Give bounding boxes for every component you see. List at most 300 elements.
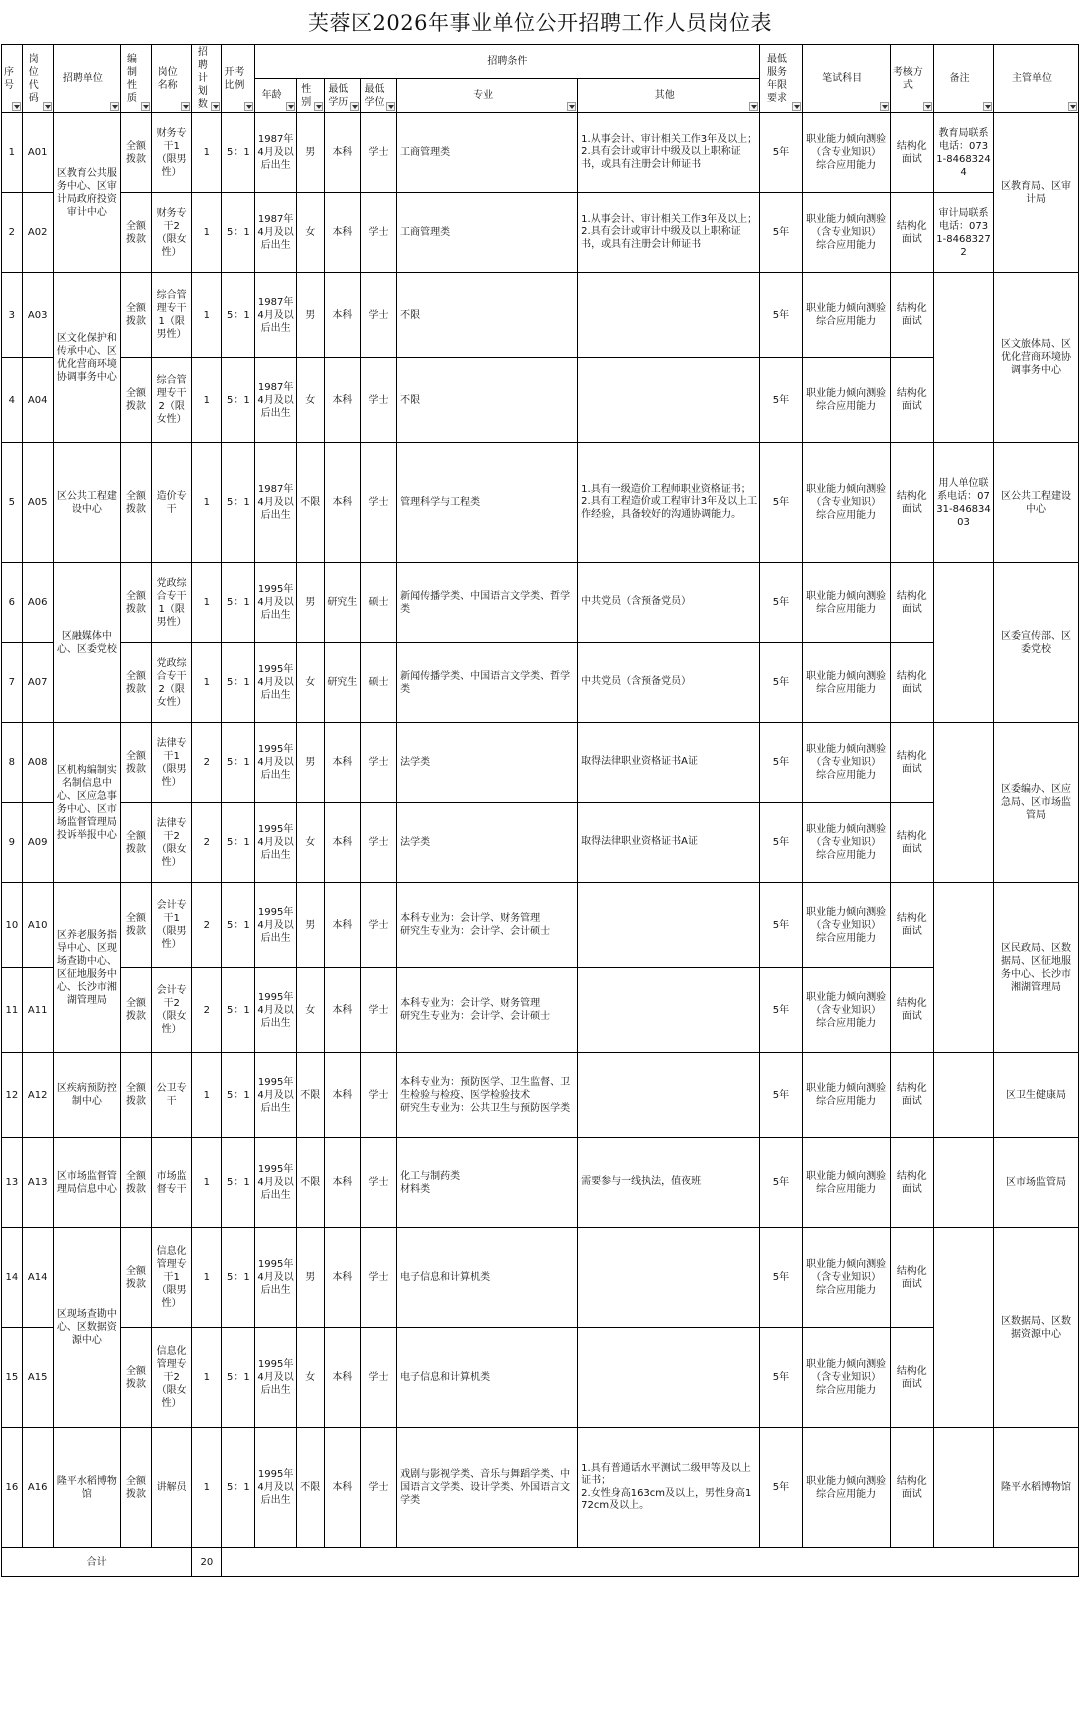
authority-cell: 区教育局、区审计局: [994, 113, 1079, 273]
code-cell: A14: [22, 1228, 53, 1328]
service-cell: 5年: [760, 1053, 802, 1138]
major-cell: 电子信息和计算机类: [397, 1228, 578, 1328]
age-cell: 1987年4月及以后出生: [255, 193, 296, 273]
service-cell: 5年: [760, 193, 802, 273]
position-cell: 财务专干2（限女性）: [151, 193, 191, 273]
other-cell: 1.具有一级造价工程师职业资格证书； 2.具有工程造价或工程审计3年及以上工作经验，具备较好的沟通协调能力。: [578, 443, 760, 563]
education-cell: 本科: [324, 968, 360, 1053]
age-cell: 1987年4月及以后出生: [255, 358, 296, 443]
table-row: [2, 723, 1079, 803]
service-cell: 5年: [760, 1428, 802, 1548]
remark-cell: 教育局联系电话：0731-84683244: [934, 113, 994, 193]
service-cell: 5年: [760, 563, 802, 643]
plan-cell: 2: [192, 803, 222, 883]
table-row: [2, 1328, 1079, 1428]
education-cell: 本科: [324, 1428, 360, 1548]
header-age: 年龄: [255, 79, 296, 113]
header-other: 其他: [578, 79, 760, 113]
unit-cell: 区教育公共服务中心、区审计局政府投资审计中心: [53, 113, 120, 273]
service-cell: 5年: [760, 1328, 802, 1428]
degree-cell: 学士: [360, 1053, 396, 1138]
education-cell: 本科: [324, 113, 360, 193]
age-cell: 1995年4月及以后出生: [255, 1328, 296, 1428]
header-education: 最低学历: [324, 79, 360, 113]
header-ratio: 开考比例: [222, 45, 255, 113]
code-cell: A09: [22, 803, 53, 883]
unit-cell: 区公共工程建设中心: [53, 443, 120, 563]
remark-cell: [934, 723, 994, 883]
education-cell: 本科: [324, 193, 360, 273]
ratio-cell: 5：1: [222, 1053, 255, 1138]
authority-cell: 区市场监管局: [994, 1138, 1079, 1228]
education-cell: 本科: [324, 358, 360, 443]
table-row: [2, 1138, 1079, 1228]
remark-cell: [934, 273, 994, 443]
ratio-cell: 5：1: [222, 358, 255, 443]
gender-cell: 女: [296, 643, 324, 723]
filter-dropdown-icon[interactable]: [350, 102, 359, 111]
other-cell: [578, 358, 760, 443]
gender-cell: 女: [296, 358, 324, 443]
header-major: 专业: [397, 79, 578, 113]
header-exam: 笔试科目: [802, 45, 890, 113]
major-cell: 本科专业为：预防医学、卫生监督、卫生检验与检疫、医学检验技术 研究生专业为：公共卫生与预防医学类: [397, 1053, 578, 1138]
header-position: 岗位名称: [151, 45, 191, 113]
other-cell: 中共党员（含预备党员）: [578, 643, 760, 723]
gender-cell: 男: [296, 723, 324, 803]
filter-dropdown-icon[interactable]: [43, 102, 52, 111]
assess-cell: 结构化面试: [890, 1138, 933, 1228]
exam-cell: 职业能力倾向测验 综合应用能力: [802, 643, 890, 723]
nature-cell: 全额拨款: [120, 113, 151, 193]
age-cell: 1995年4月及以后出生: [255, 803, 296, 883]
unit-cell: 区现场查勘中心、区数据资源中心: [53, 1228, 120, 1428]
degree-cell: 学士: [360, 723, 396, 803]
education-cell: 研究生: [324, 563, 360, 643]
filter-dropdown-icon[interactable]: [792, 102, 801, 111]
assess-cell: 结构化面试: [890, 968, 933, 1053]
education-cell: 本科: [324, 443, 360, 563]
exam-cell: 职业能力倾向测验（含专业知识） 综合应用能力: [802, 1228, 890, 1328]
nature-cell: 全额拨款: [120, 1053, 151, 1138]
position-cell: 会计专干1（限男性）: [151, 883, 191, 968]
ratio-cell: 5：1: [222, 643, 255, 723]
education-cell: 本科: [324, 1228, 360, 1328]
service-cell: 5年: [760, 273, 802, 358]
table-row: [2, 193, 1079, 273]
ratio-cell: 5：1: [222, 273, 255, 358]
exam-cell: 职业能力倾向测验 综合应用能力: [802, 1428, 890, 1548]
unit-cell: 区融媒体中心、区委党校: [53, 563, 120, 723]
header-seq: 序号: [2, 45, 23, 113]
filter-dropdown-icon[interactable]: [286, 102, 295, 111]
other-cell: 1.从事会计、审计相关工作3年及以上； 2.具有会计或审计中级及以上职称证书，或具有注册会计师证书: [578, 193, 760, 273]
assess-cell: 结构化面试: [890, 643, 933, 723]
seq-cell: 10: [2, 883, 23, 968]
unit-cell: 隆平水稻博物馆: [53, 1428, 120, 1548]
table-row: [2, 883, 1079, 968]
header-plan: 招聘计划数: [192, 45, 222, 113]
degree-cell: 学士: [360, 883, 396, 968]
degree-cell: 学士: [360, 1428, 396, 1548]
nature-cell: 全额拨款: [120, 1228, 151, 1328]
code-cell: A03: [22, 273, 53, 358]
code-cell: A15: [22, 1328, 53, 1428]
exam-cell: 职业能力倾向测验（含专业知识） 综合应用能力: [802, 883, 890, 968]
remark-cell: [934, 1428, 994, 1548]
seq-cell: 3: [2, 273, 23, 358]
major-cell: 工商管理类: [397, 193, 578, 273]
major-cell: 新闻传播学类、中国语言文学类、哲学类: [397, 643, 578, 723]
gender-cell: 女: [296, 193, 324, 273]
major-cell: 戏剧与影视学类、音乐与舞蹈学类、中国语言文学类、设计学类、外国语言文学类: [397, 1428, 578, 1548]
other-cell: [578, 273, 760, 358]
degree-cell: 学士: [360, 1228, 396, 1328]
unit-cell: 区疾病预防控制中心: [53, 1053, 120, 1138]
nature-cell: 全额拨款: [120, 273, 151, 358]
plan-cell: 1: [192, 1328, 222, 1428]
filter-dropdown-icon[interactable]: [749, 102, 758, 111]
other-cell: [578, 1228, 760, 1328]
other-cell: 中共党员（含预备党员）: [578, 563, 760, 643]
degree-cell: 学士: [360, 968, 396, 1053]
other-cell: [578, 883, 760, 968]
table-row: [2, 1428, 1079, 1548]
gender-cell: 男: [296, 1228, 324, 1328]
header-code: 岗位代码: [22, 45, 53, 113]
ratio-cell: 5：1: [222, 1138, 255, 1228]
position-cell: 法律专干2（限女性）: [151, 803, 191, 883]
education-cell: 本科: [324, 803, 360, 883]
ratio-cell: 5：1: [222, 1228, 255, 1328]
nature-cell: 全额拨款: [120, 193, 151, 273]
code-cell: A01: [22, 113, 53, 193]
code-cell: A11: [22, 968, 53, 1053]
plan-cell: 1: [192, 1428, 222, 1548]
position-cell: 会计专干2（限女性）: [151, 968, 191, 1053]
exam-cell: 职业能力倾向测验（含专业知识） 综合应用能力: [802, 723, 890, 803]
assess-cell: 结构化面试: [890, 1428, 933, 1548]
header-assess: 考核方式: [890, 45, 933, 113]
remark-cell: [934, 563, 994, 723]
plan-cell: 1: [192, 1053, 222, 1138]
nature-cell: 全额拨款: [120, 883, 151, 968]
exam-cell: 职业能力倾向测验 综合应用能力: [802, 1138, 890, 1228]
seq-cell: 4: [2, 358, 23, 443]
gender-cell: 不限: [296, 1428, 324, 1548]
authority-cell: 区数据局、区数据资源中心: [994, 1228, 1079, 1428]
remark-cell: 用人单位联系电话：0731-84683403: [934, 443, 994, 563]
plan-cell: 1: [192, 273, 222, 358]
unit-cell: 区养老服务指导中心、区现场查勘中心、区征地服务中心、长沙市湘湖管理局: [53, 883, 120, 1053]
total-label: 合计: [2, 1548, 192, 1577]
code-cell: A13: [22, 1138, 53, 1228]
gender-cell: 女: [296, 968, 324, 1053]
remark-cell: [934, 1053, 994, 1138]
filter-dropdown-icon[interactable]: [244, 102, 253, 111]
ratio-cell: 5：1: [222, 193, 255, 273]
header-authority: 主管单位: [994, 45, 1079, 113]
assess-cell: 结构化面试: [890, 273, 933, 358]
age-cell: 1995年4月及以后出生: [255, 563, 296, 643]
table-row: [2, 563, 1079, 643]
filter-dropdown-icon[interactable]: [141, 102, 150, 111]
authority-cell: 区卫生健康局: [994, 1053, 1079, 1138]
nature-cell: 全额拨款: [120, 968, 151, 1053]
total-value: 20: [192, 1548, 222, 1577]
plan-cell: 1: [192, 643, 222, 723]
major-cell: 法学类: [397, 803, 578, 883]
exam-cell: 职业能力倾向测验 综合应用能力: [802, 1053, 890, 1138]
code-cell: A02: [22, 193, 53, 273]
code-cell: A12: [22, 1053, 53, 1138]
exam-cell: 职业能力倾向测验（含专业知识） 综合应用能力: [802, 443, 890, 563]
table-row: [2, 1228, 1079, 1328]
position-cell: 信息化管理专干1（限男性）: [151, 1228, 191, 1328]
assess-cell: 结构化面试: [890, 1228, 933, 1328]
major-cell: 本科专业为：会计学、财务管理 研究生专业为：会计学、会计硕士: [397, 883, 578, 968]
remark-cell: [934, 1138, 994, 1228]
filter-dropdown-icon[interactable]: [181, 102, 190, 111]
unit-cell: 区市场监督管理局信息中心: [53, 1138, 120, 1228]
service-cell: 5年: [760, 443, 802, 563]
position-cell: 财务专干1（限男性）: [151, 113, 191, 193]
age-cell: 1995年4月及以后出生: [255, 968, 296, 1053]
major-cell: 法学类: [397, 723, 578, 803]
filter-dropdown-icon[interactable]: [12, 102, 21, 111]
position-cell: 党政综合专干1（限男性）: [151, 563, 191, 643]
seq-cell: 11: [2, 968, 23, 1053]
position-cell: 党政综合专干2（限女性）: [151, 643, 191, 723]
header-unit: 招聘单位: [53, 45, 120, 113]
plan-cell: 1: [192, 113, 222, 193]
assess-cell: 结构化面试: [890, 563, 933, 643]
filter-dropdown-icon[interactable]: [983, 102, 992, 111]
header-gender: 性别: [296, 79, 324, 113]
degree-cell: 学士: [360, 803, 396, 883]
unit-cell: 区机构编制实名制信息中心、区应急事务中心、区市场监督管理局投诉举报中心: [53, 723, 120, 883]
header-service: 最低服务年限要求: [760, 45, 802, 113]
seq-cell: 8: [2, 723, 23, 803]
service-cell: 5年: [760, 1138, 802, 1228]
plan-cell: 1: [192, 193, 222, 273]
header-conditions: 招聘条件: [255, 45, 760, 79]
degree-cell: 学士: [360, 273, 396, 358]
table-row: [2, 443, 1079, 563]
total-empty: [222, 1548, 1079, 1577]
other-cell: 取得法律职业资格证书A证: [578, 803, 760, 883]
filter-dropdown-icon[interactable]: [923, 102, 932, 111]
other-cell: 取得法律职业资格证书A证: [578, 723, 760, 803]
age-cell: 1995年4月及以后出生: [255, 1053, 296, 1138]
header-row-1: [2, 45, 1079, 79]
plan-cell: 1: [192, 1138, 222, 1228]
header-nature: 编制性质: [120, 45, 151, 113]
plan-cell: 2: [192, 883, 222, 968]
position-cell: 综合管理专干1（限男性）: [151, 273, 191, 358]
service-cell: 5年: [760, 643, 802, 723]
exam-cell: 职业能力倾向测验（含专业知识） 综合应用能力: [802, 968, 890, 1053]
plan-cell: 2: [192, 968, 222, 1053]
nature-cell: 全额拨款: [120, 358, 151, 443]
ratio-cell: 5：1: [222, 443, 255, 563]
exam-cell: 职业能力倾向测验（含专业知识） 综合应用能力: [802, 193, 890, 273]
exam-cell: 职业能力倾向测验（含专业知识） 综合应用能力: [802, 113, 890, 193]
major-cell: 化工与制药类 材料类: [397, 1138, 578, 1228]
education-cell: 本科: [324, 1328, 360, 1428]
major-cell: 管理科学与工程类: [397, 443, 578, 563]
seq-cell: 12: [2, 1053, 23, 1138]
code-cell: A04: [22, 358, 53, 443]
gender-cell: 不限: [296, 1138, 324, 1228]
ratio-cell: 5：1: [222, 968, 255, 1053]
plan-cell: 1: [192, 563, 222, 643]
header-remark: 备注: [934, 45, 994, 113]
major-cell: 新闻传播学类、中国语言文学类、哲学类: [397, 563, 578, 643]
code-cell: A07: [22, 643, 53, 723]
authority-cell: 区民政局、区数据局、区征地服务中心、长沙市湘湖管理局: [994, 883, 1079, 1053]
page-title: 芙蓉区2026年事业单位公开招聘工作人员岗位表: [308, 11, 772, 35]
other-cell: [578, 968, 760, 1053]
major-cell: 工商管理类: [397, 113, 578, 193]
other-cell: [578, 1053, 760, 1138]
table-body: [2, 45, 1079, 1577]
table-row: [2, 643, 1079, 723]
exam-cell: 职业能力倾向测验（含专业知识） 综合应用能力: [802, 1328, 890, 1428]
service-cell: 5年: [760, 723, 802, 803]
filter-dropdown-icon[interactable]: [386, 102, 395, 111]
filter-dropdown-icon[interactable]: [110, 102, 119, 111]
gender-cell: 女: [296, 1328, 324, 1428]
major-cell: 本科专业为：会计学、财务管理 研究生专业为：会计学、会计硕士: [397, 968, 578, 1053]
assess-cell: 结构化面试: [890, 803, 933, 883]
assess-cell: 结构化面试: [890, 113, 933, 193]
unit-cell: 区文化保护和传承中心、区优化营商环境协调事务中心: [53, 273, 120, 443]
other-cell: 1.具有普通话水平测试二级甲等及以上证书； 2.女性身高163cm及以上，男性身高172cm及以上。: [578, 1428, 760, 1548]
remark-cell: 审计局联系电话：0731-84683272: [934, 193, 994, 273]
service-cell: 5年: [760, 883, 802, 968]
other-cell: 需要参与一线执法，值夜班: [578, 1138, 760, 1228]
gender-cell: 男: [296, 113, 324, 193]
degree-cell: 硕士: [360, 643, 396, 723]
gender-cell: 不限: [296, 443, 324, 563]
position-cell: 公卫专干: [151, 1053, 191, 1138]
nature-cell: 全额拨款: [120, 723, 151, 803]
ratio-cell: 5：1: [222, 563, 255, 643]
seq-cell: 2: [2, 193, 23, 273]
ratio-cell: 5：1: [222, 803, 255, 883]
table-row: [2, 358, 1079, 443]
seq-cell: 14: [2, 1228, 23, 1328]
nature-cell: 全额拨款: [120, 563, 151, 643]
age-cell: 1987年4月及以后出生: [255, 273, 296, 358]
authority-cell: 区委宣传部、区委党校: [994, 563, 1079, 723]
age-cell: 1995年4月及以后出生: [255, 1428, 296, 1548]
table-row: [2, 113, 1079, 193]
code-cell: A06: [22, 563, 53, 643]
major-cell: 电子信息和计算机类: [397, 1328, 578, 1428]
ratio-cell: 5：1: [222, 1328, 255, 1428]
exam-cell: 职业能力倾向测验 综合应用能力: [802, 358, 890, 443]
total-row: [2, 1548, 1079, 1577]
nature-cell: 全额拨款: [120, 643, 151, 723]
service-cell: 5年: [760, 358, 802, 443]
table-row: [2, 803, 1079, 883]
positions-table: [1, 44, 1079, 1577]
position-cell: 综合管理专干2（限女性）: [151, 358, 191, 443]
major-cell: 不限: [397, 273, 578, 358]
nature-cell: 全额拨款: [120, 1138, 151, 1228]
service-cell: 5年: [760, 968, 802, 1053]
degree-cell: 学士: [360, 113, 396, 193]
seq-cell: 6: [2, 563, 23, 643]
position-cell: 造价专干: [151, 443, 191, 563]
authority-cell: 隆平水稻博物馆: [994, 1428, 1079, 1548]
remark-cell: [934, 883, 994, 1053]
other-cell: [578, 1328, 760, 1428]
table-row: [2, 968, 1079, 1053]
nature-cell: 全额拨款: [120, 443, 151, 563]
age-cell: 1995年4月及以后出生: [255, 1228, 296, 1328]
education-cell: 本科: [324, 883, 360, 968]
service-cell: 5年: [760, 113, 802, 193]
degree-cell: 学士: [360, 1138, 396, 1228]
exam-cell: 职业能力倾向测验（含专业知识） 综合应用能力: [802, 803, 890, 883]
seq-cell: 15: [2, 1328, 23, 1428]
assess-cell: 结构化面试: [890, 723, 933, 803]
exam-cell: 职业能力倾向测验 综合应用能力: [802, 273, 890, 358]
gender-cell: 女: [296, 803, 324, 883]
age-cell: 1995年4月及以后出生: [255, 723, 296, 803]
age-cell: 1987年4月及以后出生: [255, 443, 296, 563]
assess-cell: 结构化面试: [890, 193, 933, 273]
ratio-cell: 5：1: [222, 723, 255, 803]
seq-cell: 9: [2, 803, 23, 883]
plan-cell: 1: [192, 358, 222, 443]
ratio-cell: 5：1: [222, 113, 255, 193]
gender-cell: 男: [296, 563, 324, 643]
gender-cell: 男: [296, 273, 324, 358]
plan-cell: 1: [192, 1228, 222, 1328]
other-cell: 1.从事会计、审计相关工作3年及以上； 2.具有会计或审计中级及以上职称证书，或具有注册会计师证书: [578, 113, 760, 193]
filter-dropdown-icon[interactable]: [1068, 102, 1077, 111]
degree-cell: 学士: [360, 443, 396, 563]
ratio-cell: 5：1: [222, 1428, 255, 1548]
filter-dropdown-icon[interactable]: [567, 102, 576, 111]
filter-dropdown-icon[interactable]: [314, 102, 323, 111]
gender-cell: 不限: [296, 1053, 324, 1138]
filter-dropdown-icon[interactable]: [880, 102, 889, 111]
seq-cell: 13: [2, 1138, 23, 1228]
header-degree: 最低学位: [360, 79, 396, 113]
code-cell: A16: [22, 1428, 53, 1548]
remark-cell: [934, 1228, 994, 1428]
code-cell: A08: [22, 723, 53, 803]
major-cell: 不限: [397, 358, 578, 443]
authority-cell: 区委编办、区应急局、区市场监管局: [994, 723, 1079, 883]
gender-cell: 男: [296, 883, 324, 968]
service-cell: 5年: [760, 1228, 802, 1328]
filter-dropdown-icon[interactable]: [211, 102, 220, 111]
degree-cell: 学士: [360, 358, 396, 443]
position-cell: 讲解员: [151, 1428, 191, 1548]
authority-cell: 区文旅体局、区优化营商环境协调事务中心: [994, 273, 1079, 443]
age-cell: 1995年4月及以后出生: [255, 883, 296, 968]
seq-cell: 16: [2, 1428, 23, 1548]
service-cell: 5年: [760, 803, 802, 883]
table-row: [2, 273, 1079, 358]
degree-cell: 学士: [360, 193, 396, 273]
